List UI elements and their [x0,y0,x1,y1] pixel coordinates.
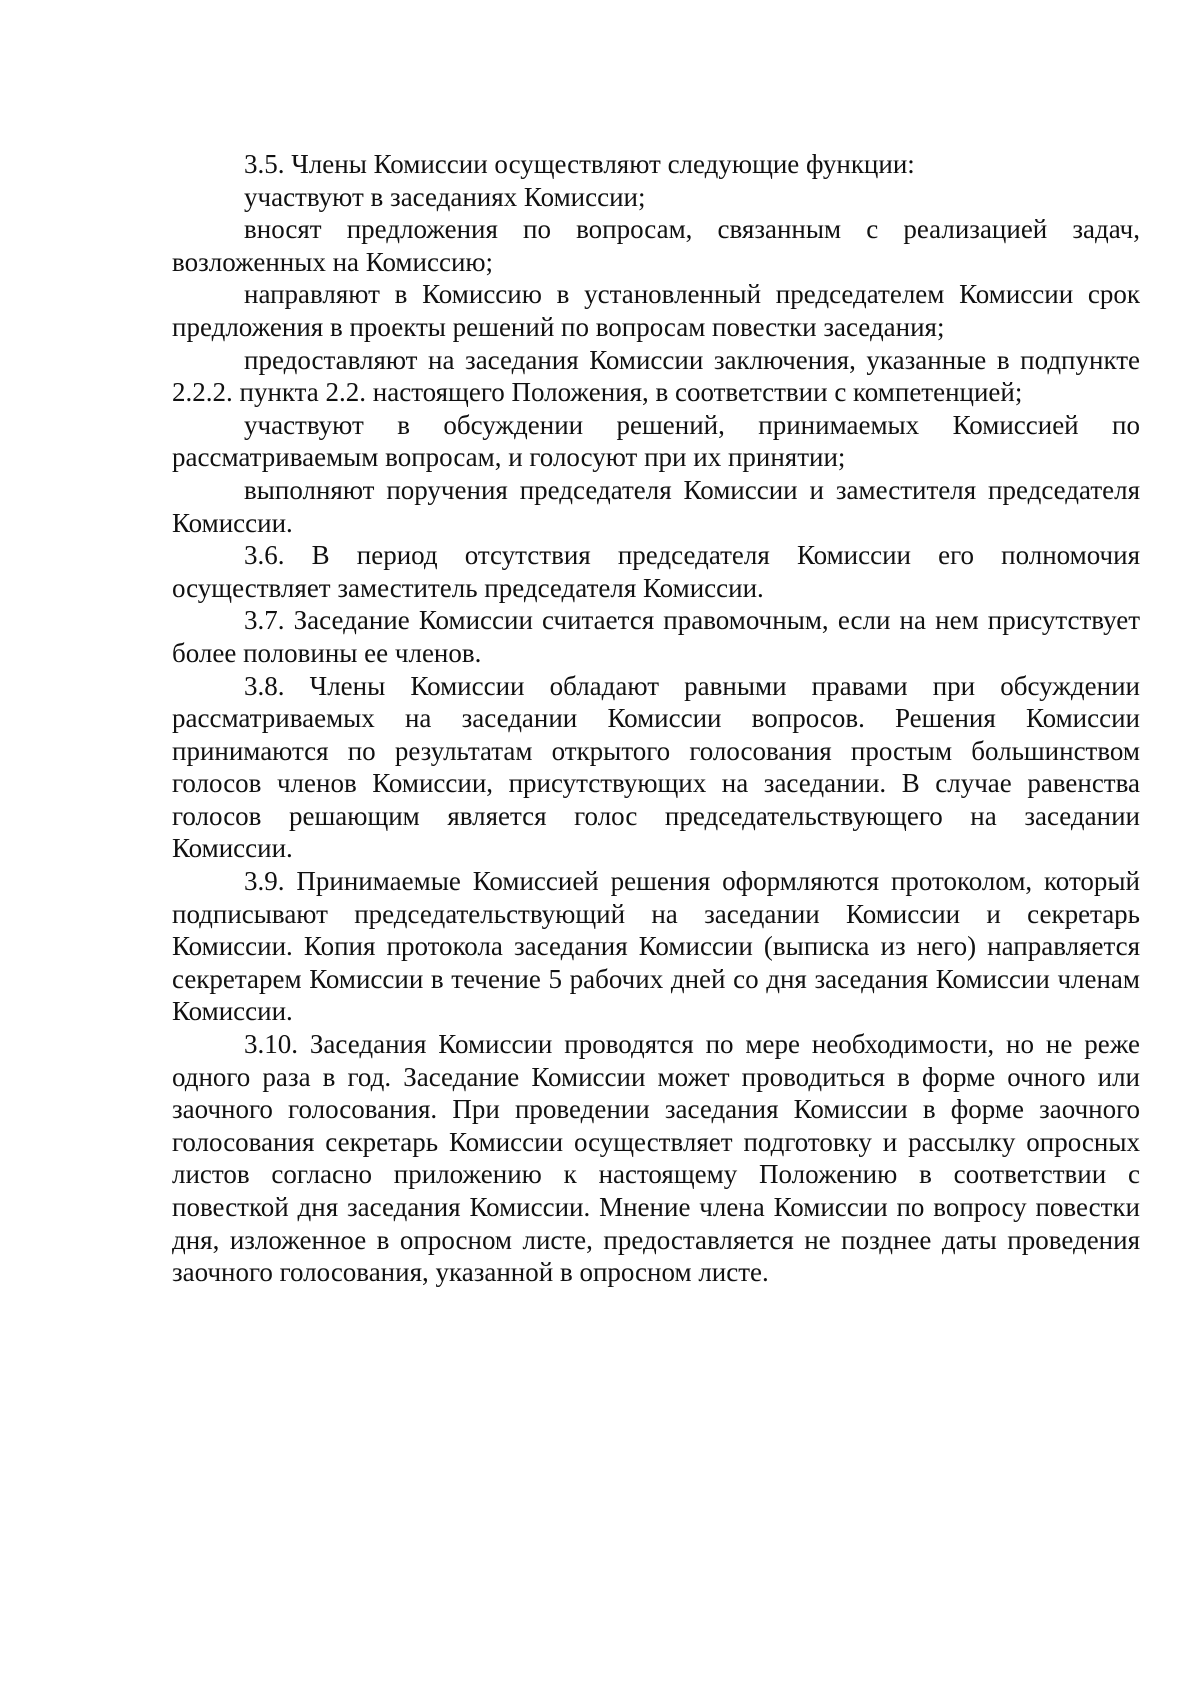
paragraph-proposals: вносят предложения по вопросам, связанным с реализацией задач, возложенных на Комиссию; [172,214,1140,277]
paragraph-3-5-intro: 3.5. Члены Комиссии осуществляют следующие функции: [244,149,915,179]
paragraph-submit-proposals: направляют в Комиссию в установленный председателем Комиссии срок предложения в проекты решений по вопросам повестки заседания; [172,279,1140,342]
paragraph-discussion: участвуют в обсуждении решений, принимаемых Комиссией по рассматриваемым вопросам, и голосуют при их принятии; [172,409,1140,473]
paragraph-3-10: 3.10. Заседания Комиссии проводятся по мере необходимости, но не реже одного раза в год. Заседание Комиссии может проводиться в форме очного или заочного голосования. При проведении заседания Комиссии в форме заочного голосования секретарь Комиссии осуществляет подготовку и рассылку опросных листов согласно приложению к настоящему Положению в соответствии с повесткой дня заседания Комиссии. Мнение члена Комиссии по вопросу повестки дня, изложенное в опросном листе, предоставляется не позднее даты проведения заочного голосования, указанной в опросном листе. [172,1029,1140,1288]
document-page [172,148,1140,1289]
paragraph-3-9: 3.9. Принимаемые Комиссией решения оформляются протоколом, который подписывают председательствующий на заседании Комиссии и секретарь Комиссии. Копия протокола заседания Комиссии (выписка из него) направляется секретарем Комиссии в течение 5 рабочих дней со дня заседания Комиссии членам Комиссии. [172,866,1140,1027]
paragraph-3-8: 3.8. Члены Комиссии обладают равными правами при обсуждении рассматриваемых на заседании Комиссии вопросов. Решения Комиссии принимаются по результатам открытого голосования простым большинством голосов членов Комиссии, присутствующих на заседании. В случае равенства голосов решающим является голос председательствующего на заседании Комиссии. [172,670,1140,864]
paragraph-3-7: 3.7. Заседание Комиссии считается правомочным, если на нем присутствует более половины ее членов. [172,605,1140,668]
paragraph-conclusions: предоставляют на заседания Комиссии заключения, указанные в подпункте 2.2.2. пункта 2.2. настоящего Положения, в соответствии с компетенцией; [172,344,1140,408]
paragraph-participate: участвуют в заседаниях Комиссии; [244,181,646,212]
paragraph-instructions: выполняют поручения председателя Комиссии и заместителя председателя Комиссии. [172,474,1140,538]
paragraph-3-6: 3.6. В период отсутствия председателя Комиссии его полномочия осуществляет заместитель председателя Комиссии. [172,540,1140,603]
